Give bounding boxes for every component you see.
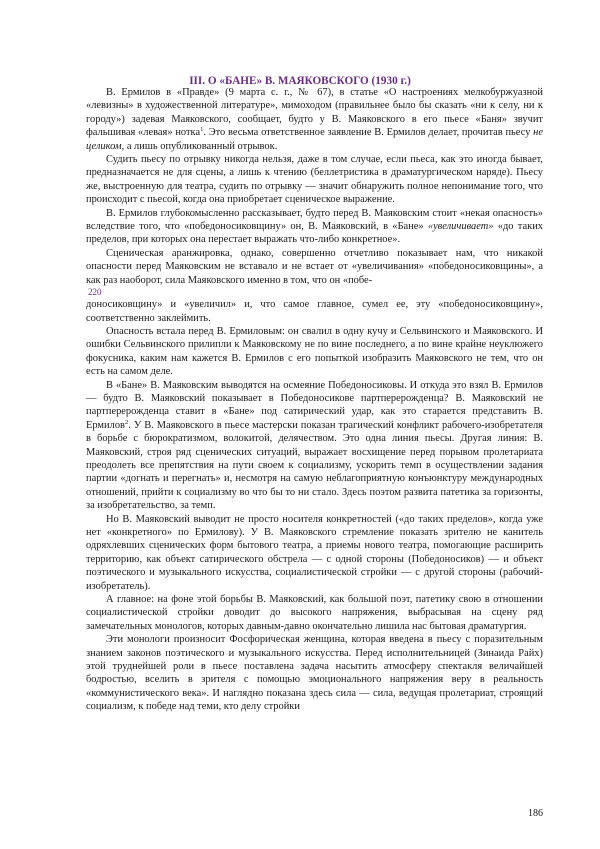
p1-text-middle: . Это весьма ответственное заявление В. Ермилов делает, прочитав пьесу <box>203 127 534 139</box>
page-number: 186 <box>528 808 543 819</box>
paragraph-4-part-1: Сценическая аранжировка, однако, совершенно отчетливо показывает нам, что никакой опасности перед Маяковским не вставало и не встает от «увеличивания» «победоносиковщины», а как раз наоборот, сила Маяковского именно в том, что он «побе- <box>86 247 543 286</box>
p1-text-after: а лишь опубликованный отрывок. <box>124 140 278 152</box>
paragraph-2: Судить пьесу по отрывку никогда нельзя, даже в том случае, если пьеса, как это иногда бывает, предназначается не для сцены, а лишь к чтению (беллетристика в драматургическом наряде). Пьесу же, выстроенную для театра, судить по отрывку — значит обнаружить полное непонимание того, что происходит с пьесой, когда она приобретает сценическое выражение. <box>86 154 543 206</box>
paragraph-1 <box>86 86 543 153</box>
footnote-ref-2: 2 <box>124 418 129 426</box>
paragraph-4-part-2: доносиковщину» и «увеличил» и, что самое главное, сумел ее, эту «победоносиковщину», соответственно заклеймить. <box>86 299 543 324</box>
paragraph-5: Опасность встала перед В. Ермиловым: он свалил в одну кучу и Сельвинского и Маяковского. И ошибки Сельвинского прилипли к Маяковскому не по вине последнего, а по вине крайне неуклюжего фокусника, каким нам кажется В. Ермилов с его попыткой изобразить Маяковского не тем, что он есть на самом деле. <box>86 325 543 378</box>
footnote-ref-1: 1 <box>200 126 204 134</box>
original-page-number: 220 <box>88 287 102 298</box>
paragraph-9: Эти монологи произносит Фосфорическая женщина, которая введена в пьесу с поразительным знанием законов поэтического и музыкального искусства. Перед исполнительницей (Зинаида Райх) этой труднейшей роли в пьесе поставлена задача насытить атмосферу спектакля величайшей бодростью, вселить в зрителя с помощью эмоционального напряжения веру в реальность «коммунистического века». И наглядно показана здесь сила — сила, ведущая пролетариат, строящий социализм, к победе над теми, кто делу стройки <box>86 634 543 713</box>
p3-emphasis: «увеличивает» <box>427 221 494 233</box>
p6-text-before: В «Бане» В. Маяковским выводятся на осмеяние Победоносиковы. И откуда это взял В. Ермилов — будто В. Маяковский показывает в Победоносикове партперерожденца? В. Маяковский не партперерожденца ставит в «Бане» под сатирический удар, как это старается представить В. Ермилов <box>86 379 543 431</box>
paragraph-3 <box>86 207 543 247</box>
article-body <box>86 86 543 714</box>
p3-text-after: «до таких пределов, при которых она перестает выражать что-либо конкретное». <box>86 221 543 246</box>
paragraph-7: Но В. Маяковский выводит не просто носителя конкретностей («до таких пределов», когда уже нет «конкретного» по Ермилову). У В. Маяковского стремление показать зрителю не канитель одряхлевших сценических форм бытового театра, а приемы нового театра, помогающие расширить территорию, как объект сатирического обстрела — с одной стороны (Победоносиков) — и объект поэтического и музыкального искусства, социалистической стройки — с другой стороны (рабочий-изобретатель). <box>86 513 543 592</box>
p6-text-after: . У В. Маяковского в пьесе мастерски показан трагический конфликт рабочего-изобретателя в борьбе с бюрократизмом, волокитой, делячеством. Это одна линия пьесы. Другая линия: В. Маяковский, строя ряд сценических ситуаций, выражает восхищение перед порывом пролетариата преодолеть все препятствия на пути своем к социализму, ускорить темп в осуществлении задания партии «догнать и перегнать» и, несмотря на самую неблагоприятную конъюнктуру международных отношений, прийти к социализму во что бы то ни стало. Здесь поэтом развита патетика за горизонты, за изобретательство, за темп. <box>86 419 543 512</box>
paragraph-8: А главное: на фоне этой борьбы В. Маяковский, как большой поэт, патетику свою в отношении социалистической стройки доводит до высокого напряжения, выбрасывая на сцену ряд замечательных монологов, которых давным-давно окончательно лишила нас бытовая драматургия. <box>86 594 543 632</box>
chapter-title: III. О «БАНЕ» В. МАЯКОВСКОГО (1930 г.) <box>189 75 411 87</box>
p1-emphasis: не целиком, <box>86 127 543 152</box>
p3-text-before: В. Ермилов глубокомысленно рассказывает, будто перед В. Маяковским стоит «некая опасность» вследствие того, что «победоносиковщину» он, В. Маяковский, в «Бане» <box>86 207 543 233</box>
paragraph-6 <box>86 379 543 513</box>
p1-text-before: В. Ермилов в «Правде» (9 марта с. г., № 67), в статье «О настроениях мелкобуржуазной «левизны» в художественной литературе», мимоходом (правильнее было бы сказать «ни к селу, ни к городу») задевая Маяковского, сообщает, будто у В. Маяковского в его пьесе «Баня» звучит фальшивая «левая» нотка <box>86 87 543 139</box>
